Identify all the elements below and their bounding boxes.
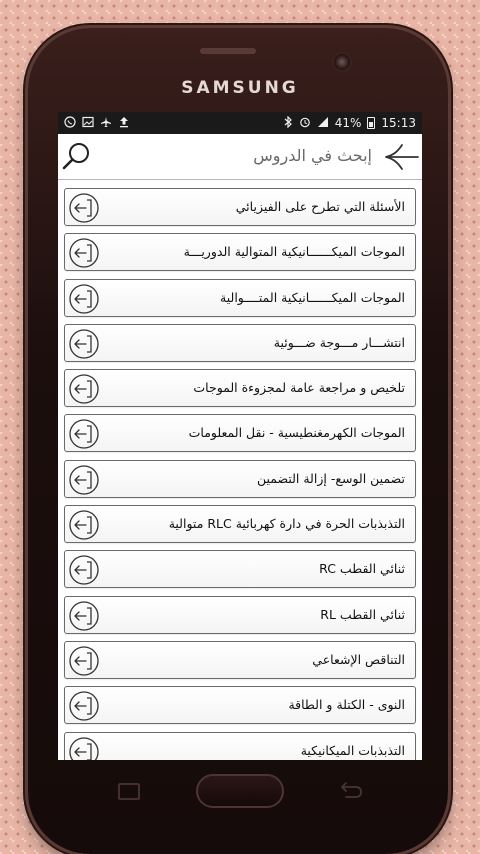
status-left-icons: [64, 116, 130, 130]
lesson-list: [58, 180, 422, 760]
front-camera: [334, 54, 350, 70]
status-time: 15:13: [381, 116, 416, 130]
lesson-title: التناقص الإشعاعي: [312, 651, 405, 667]
lesson-title: الموجات الكهرمغنطيسية - نقل المعلومات: [188, 425, 405, 441]
lesson-list-item[interactable]: [64, 641, 416, 679]
lesson-title: تضمين الوسع- إزالة التضمين: [256, 470, 405, 486]
lesson-title: الموجات الميكــــــانيكية المتــــوالية: [220, 289, 405, 305]
enter-arrow-icon: [67, 463, 101, 497]
navigation-bar: [58, 760, 422, 826]
enter-arrow-icon: [67, 644, 101, 678]
lesson-title: الموجات الميكــــــانيكية المتوالية الدوريـــة: [183, 244, 405, 260]
enter-arrow-icon: [67, 689, 101, 723]
whatsapp-icon: [64, 116, 76, 130]
device-brand: SAMSUNG: [181, 78, 299, 98]
enter-arrow-icon: [67, 282, 101, 316]
enter-arrow-icon: [67, 553, 101, 587]
airplane-icon: [100, 116, 112, 130]
lesson-title: الأسئلة التي تطرح على الفيزيائي: [235, 199, 405, 214]
enter-arrow-icon: [67, 191, 101, 225]
lesson-list-item[interactable]: [64, 279, 416, 317]
enter-arrow-icon: [67, 508, 101, 542]
lesson-title: ثنائي القطب RC: [319, 561, 405, 577]
image-icon: [82, 116, 94, 130]
status-right-icons: [283, 116, 416, 130]
lesson-title: تلخيص و مراجعة عامة لمجزوءة الموجات: [193, 380, 405, 396]
lesson-list-item[interactable]: [64, 460, 416, 498]
lesson-title: النوى - الكتلة و الطاقة: [288, 697, 405, 713]
lesson-list-item[interactable]: [64, 686, 416, 724]
screen: [58, 112, 422, 760]
enter-arrow-icon: [67, 735, 101, 760]
lesson-list-item[interactable]: [64, 369, 416, 407]
signal-icon: [317, 116, 329, 130]
home-button[interactable]: [196, 774, 284, 808]
enter-arrow-icon: [67, 236, 101, 270]
status-bar: [58, 112, 422, 134]
alarm-icon: [299, 116, 311, 130]
enter-arrow-icon: [67, 327, 101, 361]
lesson-title: التذبذبات الميكانيكية: [300, 742, 405, 758]
upload-icon: [118, 116, 130, 130]
back-button-icon[interactable]: [334, 778, 364, 804]
lesson-title: التذبذبات الحرة في دارة كهربائية RLC متوالية: [168, 516, 405, 532]
lesson-title: ثنائي القطب RL: [320, 606, 405, 622]
battery-icon: [367, 117, 375, 129]
lesson-title: انتشـــار مـــوجة ضـــوئية: [273, 334, 405, 350]
lesson-list-item[interactable]: [64, 414, 416, 452]
enter-arrow-icon: [67, 417, 101, 451]
battery-percent: 41%: [334, 116, 362, 130]
recent-apps-icon[interactable]: [116, 782, 142, 802]
earpiece-speaker: [200, 48, 256, 54]
back-arrow-icon[interactable]: [384, 142, 420, 172]
lesson-list-item[interactable]: [64, 596, 416, 634]
search-bar: [58, 134, 422, 180]
enter-arrow-icon: [67, 372, 101, 406]
lesson-list-item[interactable]: [64, 233, 416, 271]
lesson-list-item[interactable]: [64, 324, 416, 362]
lesson-list-item[interactable]: [64, 550, 416, 588]
search-icon[interactable]: [60, 140, 94, 174]
search-input[interactable]: إبحث في الدروس: [253, 146, 372, 165]
enter-arrow-icon: [67, 599, 101, 633]
lesson-list-item[interactable]: [64, 505, 416, 543]
lesson-list-item[interactable]: [64, 732, 416, 760]
bluetooth-icon: [283, 116, 293, 130]
lesson-list-item[interactable]: [64, 188, 416, 226]
